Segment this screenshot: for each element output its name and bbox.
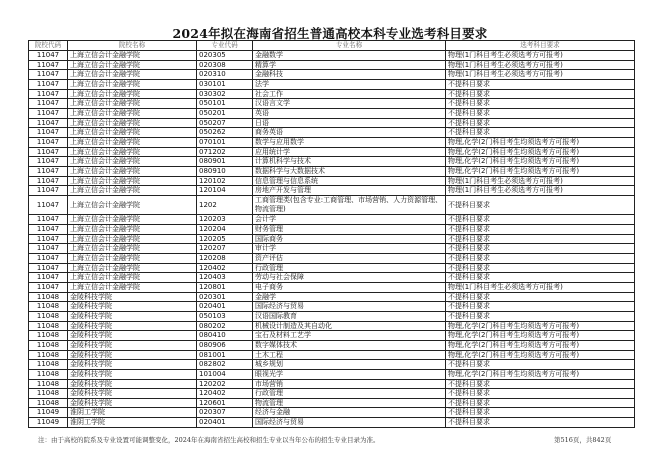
school-code-cell: 11047: [29, 166, 68, 176]
table-row: [29, 234, 635, 244]
requirement-cell: 物理,化学(2门科目考生均须选考方可报考): [446, 340, 635, 350]
major-name-cell: 财务管理: [253, 225, 446, 235]
table-row: [29, 89, 635, 99]
major-name-cell: 土木工程: [253, 350, 446, 360]
table-row: [29, 225, 635, 235]
major-name-cell: 国际商务: [253, 234, 446, 244]
header-requirement: 选考科目要求: [446, 41, 635, 51]
school-name-cell: 上海立信会计金融学院: [68, 147, 197, 157]
table-row: [29, 176, 635, 186]
requirement-cell: 不提科目要求: [446, 89, 635, 99]
major-code-cell: 120102: [197, 176, 253, 186]
major-name-cell: 国际经济与贸易: [253, 418, 446, 428]
school-name-cell: 淮阴工学院: [68, 418, 197, 428]
major-name-cell: 商务英语: [253, 128, 446, 138]
major-code-cell: 020305: [197, 51, 253, 61]
school-name-cell: 上海立信会计金融学院: [68, 157, 197, 167]
major-name-cell: 金融科技: [253, 70, 446, 80]
major-code-cell: 020301: [197, 292, 253, 302]
school-code-cell: 11047: [29, 157, 68, 167]
school-code-cell: 11047: [29, 273, 68, 283]
table-row: [29, 408, 635, 418]
requirement-cell: 物理,化学(2门科目考生均须选考方可报考): [446, 157, 635, 167]
school-name-cell: 金陵科技学院: [68, 379, 197, 389]
major-name-cell: 资产评估: [253, 253, 446, 263]
school-code-cell: 11047: [29, 244, 68, 254]
requirement-cell: 不提科目要求: [446, 398, 635, 408]
school-name-cell: 上海立信会计金融学院: [68, 60, 197, 70]
major-name-cell: 物流管理: [253, 398, 446, 408]
school-code-cell: 11047: [29, 118, 68, 128]
major-code-cell: 120402: [197, 389, 253, 399]
school-name-cell: 上海立信会计金融学院: [68, 244, 197, 254]
major-code-cell: 050101: [197, 99, 253, 109]
major-name-cell: 汉语国际教育: [253, 311, 446, 321]
major-name-cell: 日语: [253, 118, 446, 128]
requirement-cell: 不提科目要求: [446, 379, 635, 389]
major-code-cell: 020308: [197, 60, 253, 70]
school-code-cell: 11047: [29, 108, 68, 118]
requirement-cell: 物理(1门科目考生必须选考方可报考): [446, 70, 635, 80]
school-code-cell: 11048: [29, 331, 68, 341]
requirement-cell: 不提科目要求: [446, 225, 635, 235]
school-name-cell: 上海立信会计金融学院: [68, 273, 197, 283]
major-name-cell: 电子商务: [253, 282, 446, 292]
major-code-cell: 030302: [197, 89, 253, 99]
school-name-cell: 上海立信会计金融学院: [68, 99, 197, 109]
school-code-cell: 11048: [29, 340, 68, 350]
major-code-cell: 070101: [197, 137, 253, 147]
major-code-cell: 120601: [197, 398, 253, 408]
school-code-cell: 11047: [29, 79, 68, 89]
requirement-cell: 不提科目要求: [446, 118, 635, 128]
school-code-cell: 11048: [29, 379, 68, 389]
school-name-cell: 金陵科技学院: [68, 340, 197, 350]
major-code-cell: 050103: [197, 311, 253, 321]
major-name-cell: 行政管理: [253, 389, 446, 399]
requirement-cell: 不提科目要求: [446, 244, 635, 254]
requirement-cell: 不提科目要求: [446, 292, 635, 302]
school-code-cell: 11047: [29, 99, 68, 109]
school-code-cell: 11047: [29, 215, 68, 225]
major-code-cell: 101004: [197, 369, 253, 379]
table-row: [29, 282, 635, 292]
requirement-cell: 不提科目要求: [446, 389, 635, 399]
major-name-cell: 工商管理类(包含专业:工商管理、市场营销、人力资源管理、物流管理): [253, 195, 446, 215]
requirement-cell: 不提科目要求: [446, 128, 635, 138]
requirement-cell: 不提科目要求: [446, 99, 635, 109]
school-code-cell: 11047: [29, 176, 68, 186]
table-row: [29, 147, 635, 157]
major-name-cell: 数学与应用数学: [253, 137, 446, 147]
school-code-cell: 11048: [29, 398, 68, 408]
table-row: [29, 195, 635, 215]
major-code-cell: 080410: [197, 331, 253, 341]
table-row: [29, 379, 635, 389]
major-code-cell: 120402: [197, 263, 253, 273]
header-school-name: 院校名称: [68, 41, 197, 51]
table-row: [29, 321, 635, 331]
requirement-cell: 物理(1门科目考生必须选考方可报考): [446, 282, 635, 292]
school-name-cell: 上海立信会计金融学院: [68, 253, 197, 263]
requirement-cell: 物理,化学(2门科目考生均须选考方可报考): [446, 321, 635, 331]
table-row: [29, 263, 635, 273]
requirement-cell: 物理,化学(2门科目考生均须选考方可报考): [446, 147, 635, 157]
table-row: [29, 311, 635, 321]
major-name-cell: 机械设计制造及其自动化: [253, 321, 446, 331]
major-code-cell: 120208: [197, 253, 253, 263]
school-name-cell: 金陵科技学院: [68, 331, 197, 341]
requirement-cell: 物理(1门科目考生必须选考方可报考): [446, 186, 635, 196]
table-row: [29, 118, 635, 128]
requirement-cell: 物理(1门科目考生必须选考方可报考): [446, 176, 635, 186]
major-code-cell: 120204: [197, 225, 253, 235]
major-name-cell: 国际经济与贸易: [253, 302, 446, 312]
table-row: [29, 350, 635, 360]
requirement-cell: 不提科目要求: [446, 79, 635, 89]
table-header-row: [29, 41, 635, 51]
requirement-cell: 物理,化学(2门科目考生均须选考方可报考): [446, 350, 635, 360]
table-row: [29, 398, 635, 408]
table-row: [29, 360, 635, 370]
school-name-cell: 金陵科技学院: [68, 350, 197, 360]
requirement-cell: 不提科目要求: [446, 408, 635, 418]
requirement-cell: 物理,化学(2门科目考生均须选考方可报考): [446, 369, 635, 379]
school-name-cell: 上海立信会计金融学院: [68, 137, 197, 147]
school-code-cell: 11047: [29, 51, 68, 61]
school-name-cell: 上海立信会计金融学院: [68, 118, 197, 128]
major-code-cell: 120205: [197, 234, 253, 244]
school-code-cell: 11047: [29, 225, 68, 235]
requirement-cell: 不提科目要求: [446, 302, 635, 312]
requirement-cell: 物理,化学(2门科目考生均须选考方可报考): [446, 166, 635, 176]
requirement-cell: 不提科目要求: [446, 234, 635, 244]
major-name-cell: 计算机科学与技术: [253, 157, 446, 167]
table-row: [29, 108, 635, 118]
page-indicator: 第516页，共842页: [554, 436, 612, 444]
major-code-cell: 080910: [197, 166, 253, 176]
school-name-cell: 上海立信会计金融学院: [68, 282, 197, 292]
footer-note: 注：由于高校的院系及专业设置可能调整变化，2024年在海南省招生高校和招生专业以当年公布的招生专业目录为准。: [38, 436, 380, 444]
requirement-cell: 不提科目要求: [446, 108, 635, 118]
school-name-cell: 上海立信会计金融学院: [68, 215, 197, 225]
school-code-cell: 11048: [29, 389, 68, 399]
school-name-cell: 上海立信会计金融学院: [68, 263, 197, 273]
major-name-cell: 房地产开发与管理: [253, 186, 446, 196]
requirement-cell: 不提科目要求: [446, 360, 635, 370]
major-name-cell: 金融数学: [253, 51, 446, 61]
table-row: [29, 79, 635, 89]
table-row: [29, 166, 635, 176]
table-row: [29, 302, 635, 312]
school-code-cell: 11048: [29, 302, 68, 312]
requirement-cell: 不提科目要求: [446, 311, 635, 321]
major-code-cell: 1202: [197, 195, 253, 215]
table-row: [29, 137, 635, 147]
major-code-cell: 082802: [197, 360, 253, 370]
major-name-cell: 法学: [253, 79, 446, 89]
requirement-cell: 物理(1门科目考生必须选考方可报考): [446, 60, 635, 70]
major-name-cell: 汉语言文学: [253, 99, 446, 109]
major-name-cell: 市场营销: [253, 379, 446, 389]
school-name-cell: 金陵科技学院: [68, 398, 197, 408]
table-row: [29, 186, 635, 196]
school-code-cell: 11047: [29, 195, 68, 215]
table-row: [29, 331, 635, 341]
school-code-cell: 11047: [29, 60, 68, 70]
major-code-cell: 020310: [197, 70, 253, 80]
school-code-cell: 11047: [29, 186, 68, 196]
school-code-cell: 11047: [29, 282, 68, 292]
major-name-cell: 信息管理与信息系统: [253, 176, 446, 186]
major-code-cell: 050262: [197, 128, 253, 138]
school-code-cell: 11048: [29, 350, 68, 360]
major-name-cell: 精算学: [253, 60, 446, 70]
major-name-cell: 会计学: [253, 215, 446, 225]
school-code-cell: 11049: [29, 408, 68, 418]
requirement-cell: 物理(1门科目考生必须选考方可报考): [446, 51, 635, 61]
major-name-cell: 金融学: [253, 292, 446, 302]
school-name-cell: 上海立信会计金融学院: [68, 70, 197, 80]
school-name-cell: 金陵科技学院: [68, 321, 197, 331]
major-code-cell: 030101: [197, 79, 253, 89]
major-code-cell: 020401: [197, 418, 253, 428]
requirement-cell: 不提科目要求: [446, 253, 635, 263]
major-name-cell: 数字媒体技术: [253, 340, 446, 350]
major-name-cell: 英语: [253, 108, 446, 118]
school-name-cell: 金陵科技学院: [68, 369, 197, 379]
document-title: 2024年拟在海南省招生普通高校本科专业选考科目要求: [172, 26, 488, 41]
school-code-cell: 11048: [29, 311, 68, 321]
table-row: [29, 60, 635, 70]
table-row: [29, 389, 635, 399]
school-code-cell: 11048: [29, 369, 68, 379]
school-code-cell: 11047: [29, 234, 68, 244]
requirement-cell: 不提科目要求: [446, 418, 635, 428]
requirement-cell: 不提科目要求: [446, 215, 635, 225]
school-name-cell: 金陵科技学院: [68, 311, 197, 321]
school-name-cell: 上海立信会计金融学院: [68, 186, 197, 196]
major-code-cell: 120202: [197, 379, 253, 389]
header-school-code: 院校代码: [29, 41, 68, 51]
school-name-cell: 上海立信会计金融学院: [68, 128, 197, 138]
table-row: [29, 128, 635, 138]
requirement-cell: 物理,化学(2门科目考生均须选考方可报考): [446, 331, 635, 341]
major-name-cell: 审计学: [253, 244, 446, 254]
major-name-cell: 应用统计学: [253, 147, 446, 157]
major-code-cell: 020307: [197, 408, 253, 418]
table-row: [29, 70, 635, 80]
header-major-name: 专业名称: [253, 41, 446, 51]
major-code-cell: 080906: [197, 340, 253, 350]
major-name-cell: 数据科学与大数据技术: [253, 166, 446, 176]
table-row: [29, 418, 635, 428]
table-row: [29, 253, 635, 263]
subject-requirements-table: [28, 40, 635, 428]
table-row: [29, 215, 635, 225]
school-code-cell: 11047: [29, 89, 68, 99]
school-name-cell: 金陵科技学院: [68, 292, 197, 302]
school-name-cell: 淮阴工学院: [68, 408, 197, 418]
school-name-cell: 上海立信会计金融学院: [68, 195, 197, 215]
major-code-cell: 120801: [197, 282, 253, 292]
school-name-cell: 金陵科技学院: [68, 389, 197, 399]
table-row: [29, 157, 635, 167]
requirement-cell: 物理,化学(2门科目考生均须选考方可报考): [446, 137, 635, 147]
major-code-cell: 050201: [197, 108, 253, 118]
school-code-cell: 11048: [29, 360, 68, 370]
major-name-cell: 宝石及材料工艺学: [253, 331, 446, 341]
major-name-cell: 城乡规划: [253, 360, 446, 370]
school-code-cell: 11049: [29, 418, 68, 428]
school-name-cell: 金陵科技学院: [68, 360, 197, 370]
major-name-cell: 劳动与社会保障: [253, 273, 446, 283]
major-code-cell: 120104: [197, 186, 253, 196]
header-major-code: 专业代码: [197, 41, 253, 51]
table-row: [29, 244, 635, 254]
school-code-cell: 11047: [29, 253, 68, 263]
requirement-cell: 不提科目要求: [446, 263, 635, 273]
table-row: [29, 51, 635, 61]
table-row: [29, 99, 635, 109]
major-code-cell: 081001: [197, 350, 253, 360]
major-code-cell: 120403: [197, 273, 253, 283]
major-name-cell: 行政管理: [253, 263, 446, 273]
table-row: [29, 340, 635, 350]
school-name-cell: 金陵科技学院: [68, 302, 197, 312]
table-body: [29, 51, 635, 428]
school-code-cell: 11047: [29, 70, 68, 80]
school-code-cell: 11048: [29, 292, 68, 302]
table-row: [29, 273, 635, 283]
table-row: [29, 292, 635, 302]
major-code-cell: 120207: [197, 244, 253, 254]
major-code-cell: 050207: [197, 118, 253, 128]
major-name-cell: 经济与金融: [253, 408, 446, 418]
major-code-cell: 020401: [197, 302, 253, 312]
school-name-cell: 上海立信会计金融学院: [68, 166, 197, 176]
major-code-cell: 071202: [197, 147, 253, 157]
school-name-cell: 上海立信会计金融学院: [68, 51, 197, 61]
school-code-cell: 11047: [29, 137, 68, 147]
major-code-cell: 120203: [197, 215, 253, 225]
requirement-cell: 不提科目要求: [446, 195, 635, 215]
school-name-cell: 上海立信会计金融学院: [68, 176, 197, 186]
school-name-cell: 上海立信会计金融学院: [68, 79, 197, 89]
school-name-cell: 上海立信会计金融学院: [68, 89, 197, 99]
major-name-cell: 社会工作: [253, 89, 446, 99]
major-code-cell: 080901: [197, 157, 253, 167]
major-name-cell: 眼视光学: [253, 369, 446, 379]
school-name-cell: 上海立信会计金融学院: [68, 225, 197, 235]
school-code-cell: 11047: [29, 263, 68, 273]
requirement-cell: 不提科目要求: [446, 273, 635, 283]
school-name-cell: 上海立信会计金融学院: [68, 108, 197, 118]
major-code-cell: 080202: [197, 321, 253, 331]
school-code-cell: 11048: [29, 321, 68, 331]
school-name-cell: 上海立信会计金融学院: [68, 234, 197, 244]
school-code-cell: 11047: [29, 147, 68, 157]
table-row: [29, 369, 635, 379]
school-code-cell: 11047: [29, 128, 68, 138]
